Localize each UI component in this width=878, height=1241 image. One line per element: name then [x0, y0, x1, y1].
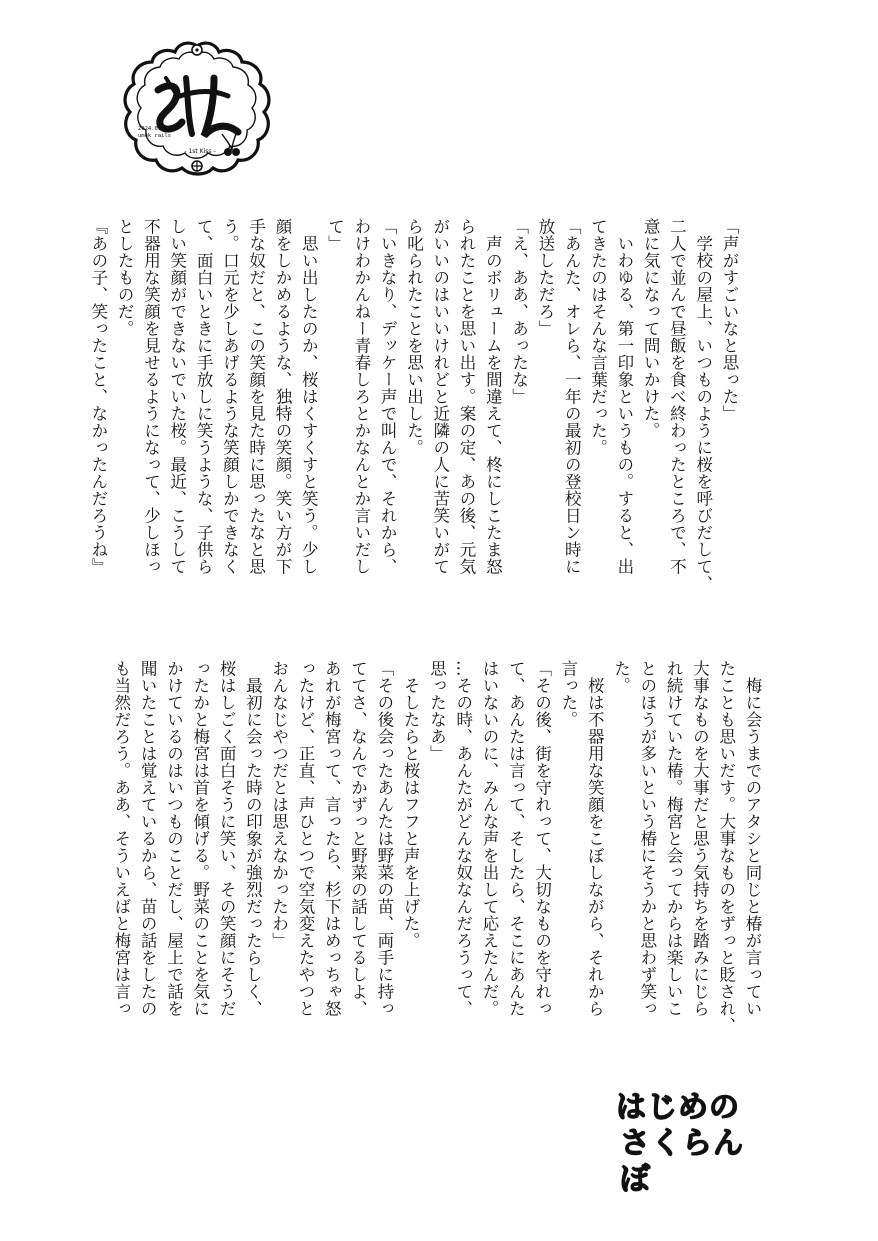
badge-date: 2024.09.01 [138, 126, 172, 132]
text-line: あれが梅宮って、言ったら、杉下はめっちゃ怒 [322, 660, 342, 1017]
text-line: て」 [325, 218, 345, 252]
body-text-upper [88, 218, 742, 618]
text-line: 放送しただろ」 [535, 218, 555, 337]
text-line: 思ったなあ」 [427, 660, 447, 762]
text-line: かけているのはいつものことだし、屋上で話を [164, 660, 184, 1017]
text-line: 「その後会ったあんたは野菜の苗、両手に持っ [374, 660, 394, 1017]
text-line: ら叱られたことを思い出した。 [404, 218, 424, 456]
circle-logo-badge [118, 38, 276, 178]
text-line: たことも思いだす。大事なものをずっと貶され、 [716, 660, 736, 1034]
text-line: られたことを思い出す。案の定、あの後、元気 [457, 218, 477, 575]
badge-circle-name: umek rails [138, 133, 172, 139]
text-line: 学校の屋上、いつものように桜を呼びだして、 [693, 218, 713, 592]
text-line: はいないのに、みんな声を出して応えたんだ。 [480, 660, 500, 1017]
text-line: て、あんたは言って、そしたら、そこにあんた [506, 660, 526, 1017]
text-line: そしたらと桜はフフと声を上げた。 [401, 660, 421, 949]
body-text-lower [105, 660, 765, 1062]
text-line: わけわかんねー青春しろとかなんとか言いだし [351, 218, 371, 575]
text-line: 「いきなり、デッケー声で叫んで、それから、 [378, 218, 398, 575]
text-line: 聞いたことは覚えているから、苗の話をしたの [138, 660, 158, 1017]
text-line: 不器用な笑顔を見せるようになって、少しほっ [141, 218, 161, 575]
badge-subtitle: - 1st Kiss - [184, 148, 216, 155]
text-line: 二人で並んで昼飯を食べ終わったところで、不 [667, 218, 687, 575]
badge-text-group [138, 126, 198, 140]
text-line: も当然だろう。ああ、そういえばと梅宮は言っ [111, 660, 131, 1017]
text-line: とのほうが多いという椿にそうかと思わず笑っ [637, 660, 657, 1017]
title-logo-line-1: はじめの [616, 1090, 740, 1125]
text-line: てきたのはそんな言葉だった。 [588, 218, 608, 456]
text-line: 「その後、街を守れって、大切なものを守れっ [532, 660, 552, 1017]
text-line: 最初に会った時の印象が強烈だったらしく、 [243, 660, 263, 1017]
text-line: としたものだ。 [115, 218, 135, 337]
text-line: 「声がすごいなと思った」 [720, 218, 739, 422]
text-line: 梅に会うまでのアタシと同じと椿が言ってい [743, 660, 762, 1017]
text-line: 顔をしかめるような、独特の笑顔。笑い方が下 [272, 218, 292, 575]
text-line: 桜はしごく面白そうに笑い、その笑顔にそうだ [217, 660, 237, 1017]
text-line: ててさ、なんでかずっと野菜の話してるしよ、 [348, 660, 368, 1017]
text-line: …その時、あんたがどんな奴なんだろうって、 [453, 660, 473, 1017]
text-line: 声のボリュームを間違えて、柊にしこたま怒 [483, 218, 503, 575]
text-line: た。 [611, 660, 631, 694]
text-line: ったけど、正直、声ひとつで空気変えたやつと [295, 660, 315, 1017]
text-line: 「あんた、オレら、一年の最初の登校日ン時に [562, 218, 582, 575]
text-line: 手な奴だと、この笑顔を見た時に思ったなと思 [246, 218, 266, 575]
text-line: おんなじやつだとは思えなかったわ」 [269, 660, 289, 949]
text-line: ったかと梅宮は首を傾げる。野菜のことを気に [190, 660, 210, 1017]
text-line: 『あの子、笑ったこと、なかったんだろうね』 [88, 218, 108, 575]
badge-emblem-icon [118, 38, 276, 178]
text-line: 言った。 [558, 660, 578, 728]
text-line: 「え、ああ、あったな」 [509, 218, 529, 405]
text-line: れ続けていた椿。梅宮と会ってからは楽しいこ [664, 660, 684, 1017]
text-line: 大事なものを大事だと思う気持ちを踏みにじら [690, 660, 710, 1017]
title-logo-line-2: さくらんぼ [620, 1126, 744, 1197]
text-line: 思い出したのか、桜はくすくすと笑う。少し [299, 218, 319, 575]
text-line: がいいのはいいけれどと近隣の人に苦笑いがて [430, 218, 450, 575]
text-line: いわゆる、第一印象というもの。すると、出 [614, 218, 634, 575]
text-line: しい笑顔ができないでいた桜。最近、こうして [167, 218, 187, 575]
text-line: う。口元を少しあげるような笑顔しかできなく [220, 218, 240, 575]
text-line: 桜は不器用な笑顔をこぼしながら、それから [585, 660, 605, 1017]
book-title-logo [616, 1090, 750, 1197]
text-line: 意に気になって問いかけた。 [641, 218, 661, 439]
text-line: て、面白いときに手放しに笑うような、子供ら [194, 218, 214, 575]
